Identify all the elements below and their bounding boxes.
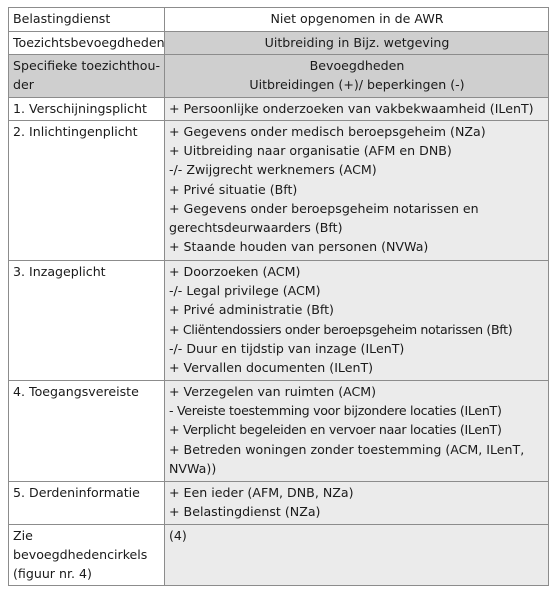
specifiek-title: Bevoegdheden: [309, 58, 405, 73]
list-item: + Privé situatie (Bft): [169, 181, 298, 197]
bevoegdheden-value-cell: Uitbreiding in Bijz. wetgeving: [165, 32, 549, 55]
row-label: 4. Toegangsvereiste: [9, 381, 165, 482]
supervisory-powers-table: [8, 7, 549, 586]
specifiek-label-text: Specifieke toezichthou-der: [13, 58, 160, 93]
list-item: + Betreden woningen zonder toestemming (ACM, ILenT, NVWa)): [169, 441, 525, 476]
list-item: -/- Legal privilege (ACM): [169, 283, 321, 299]
list-item: + Gegevens onder beroepsgeheim notarissen en gerechtsdeurwaarders (Bft): [169, 200, 479, 236]
list-item: + Verzegelen van ruimten (ACM): [169, 384, 377, 399]
row-label: 2. Inlichtingenplicht: [9, 121, 165, 261]
list-item: -/- Duur en tijdstip van inzage (ILenT): [169, 340, 405, 356]
list-item: + Doorzoeken (ACM): [169, 264, 301, 279]
cirkels-label-cell: Zie bevoegdhedencirkels (figuur nr. 4): [9, 525, 165, 586]
list-item: + Cliëntendossiers onder beroepsgeheim notarissen (Bft): [169, 321, 513, 337]
list-item: + Privé administratie (Bft): [169, 302, 334, 318]
table-row: [9, 482, 549, 525]
row-items-cell: [165, 98, 549, 121]
list-item: - Vereiste toestemming voor bijzondere locaties (ILenT): [169, 403, 502, 419]
bevoegdheden-row: [9, 32, 549, 55]
list-item: + Persoonlijke onderzoeken van vakbekwaamheid (ILenT): [169, 101, 534, 116]
table-row: [9, 98, 549, 121]
list-item: + Gegevens onder medisch beroepsgeheim (NZa): [169, 124, 486, 139]
row-items-cell: [165, 261, 549, 381]
bevoegdheden-label-cell: Toezichtsbevoegdheden: [9, 32, 165, 55]
header-left-cell: Belastingdienst: [9, 8, 165, 32]
row-label: 1. Verschijningsplicht: [9, 98, 165, 121]
specifiek-value-cell: [165, 55, 549, 98]
specifiek-subtitle: Uitbreidingen (+)/ beperkingen (-): [249, 77, 465, 93]
specifiek-row: [9, 55, 549, 98]
row-label: 5. Derdeninformatie: [9, 482, 165, 525]
list-item: + Uitbreiding naar organisatie (AFM en DNB): [169, 143, 452, 159]
row-items-cell: [165, 121, 549, 261]
list-item: + Belastingdienst (NZa): [169, 504, 321, 520]
header-right-cell: Niet opgenomen in de AWR: [165, 8, 549, 32]
list-item: + Staande houden van personen (NVWa): [169, 239, 429, 255]
row-items-cell: [165, 482, 549, 525]
list-item: -/- Zwijgrecht werknemers (ACM): [169, 162, 377, 178]
cirkels-row: [9, 525, 549, 586]
row-label: 3. Inzageplicht: [9, 261, 165, 381]
table-row: [9, 381, 549, 482]
table-row: [9, 121, 549, 261]
table-row: [9, 261, 549, 381]
specifiek-label-cell: [9, 55, 165, 98]
list-item: + Vervallen documenten (ILenT): [169, 360, 374, 376]
cirkels-value-cell: (4): [165, 525, 549, 586]
list-item: + Verplicht begeleiden en vervoer naar locaties (ILenT): [169, 422, 502, 438]
table-header-row: [9, 8, 549, 32]
list-item: + Een ieder (AFM, DNB, NZa): [169, 485, 354, 500]
row-items-cell: [165, 381, 549, 482]
